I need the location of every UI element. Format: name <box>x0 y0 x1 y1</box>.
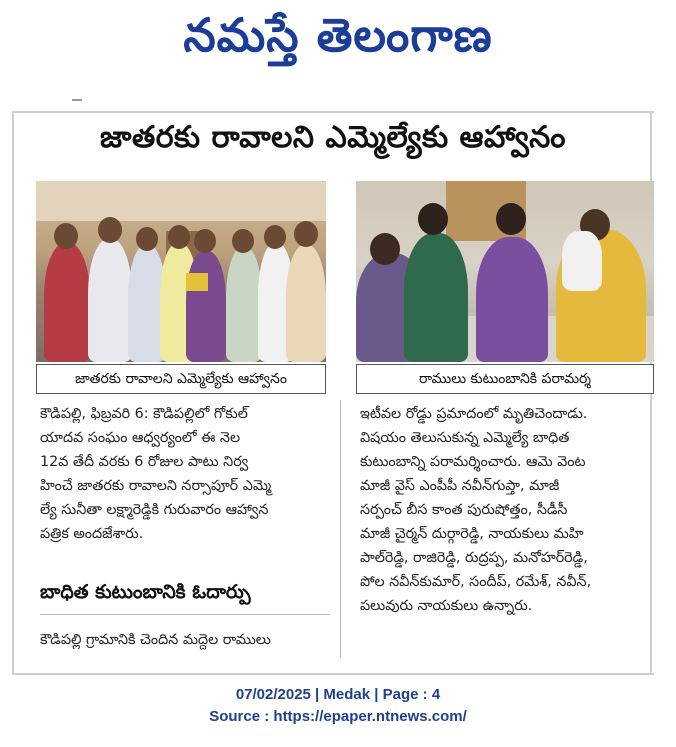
edition-info: 07/02/2025 | Medak | Page : 4 <box>235 686 441 703</box>
article-subheading: బాధిత కుటుంబానికి ఓదార్పు <box>40 581 251 603</box>
photo-caption: జాతరకు రావాలని ఎమ్మెల్యేకు ఆహ్వానం <box>36 364 326 394</box>
photo-invitation <box>36 181 326 362</box>
article-body-left-continued: కౌడిపల్లి గ్రామానికి చెందిన మద్దెల రాములు <box>40 632 271 648</box>
photo-caption: రాములు కుటుంబానికి పరామర్శ <box>356 364 654 394</box>
article-body-left: కౌడిపల్లి, ఫిబ్రవరి 6: కౌడిపల్లిలో గోకుల్ యాదవ సంఘం ఆధ్వర్యంలో ఈ నెల 12వ తేదీ వరకు 6 రోజుల పాటు నిర్వ హించే జాతరకు రావాలని నర్సాపూర్ ఎమ్మె ల్యే సునీతా లక్ష్మారెడ్డికి గురువారం ఆహ్వాన పత్రిక అందజేశారు. <box>40 406 272 542</box>
newspaper-title: నమస్తే తెలంగాణ <box>183 8 493 62</box>
photo-consolation <box>356 181 654 362</box>
column-divider <box>340 400 341 658</box>
masthead <box>0 0 676 108</box>
divider <box>40 614 330 615</box>
divider <box>72 99 82 101</box>
source-link[interactable]: Source : https://epaper.ntnews.com/ <box>209 708 467 725</box>
article-body-right: ఇటీవల రోడ్డు ప్రమాదంలో మృతిచెందాడు. విషయం తెలుసుకున్న ఎమ్మెల్యే బాధిత కుటుంబాన్ని పరామర్శించారు. ఆమె వెంట మాజీ వైస్ ఎంపీపీ నవీన్‌గుప్తా, మాజీ సర్పంచ్ బీస కాంత పురుషోత్తం, సీడీసీ మాజీ చైర్మన్ దుర్గారెడ్డి, నాయకులు మహి పాల్‌రెడ్డి, రాజిరెడ్డి, రుద్రప్ప, మనోహర్‌రెడ్డి, పోల నవీన్‌కుమార్, సందీప్, రమేశ్, నవీన్, పలువురు నాయకులు ఉన్నారు. <box>360 406 592 614</box>
article-headline: జాతరకు రావాలని ఎమ్మెల్యేకు ఆహ్వానం <box>100 120 566 155</box>
divider <box>12 673 654 675</box>
